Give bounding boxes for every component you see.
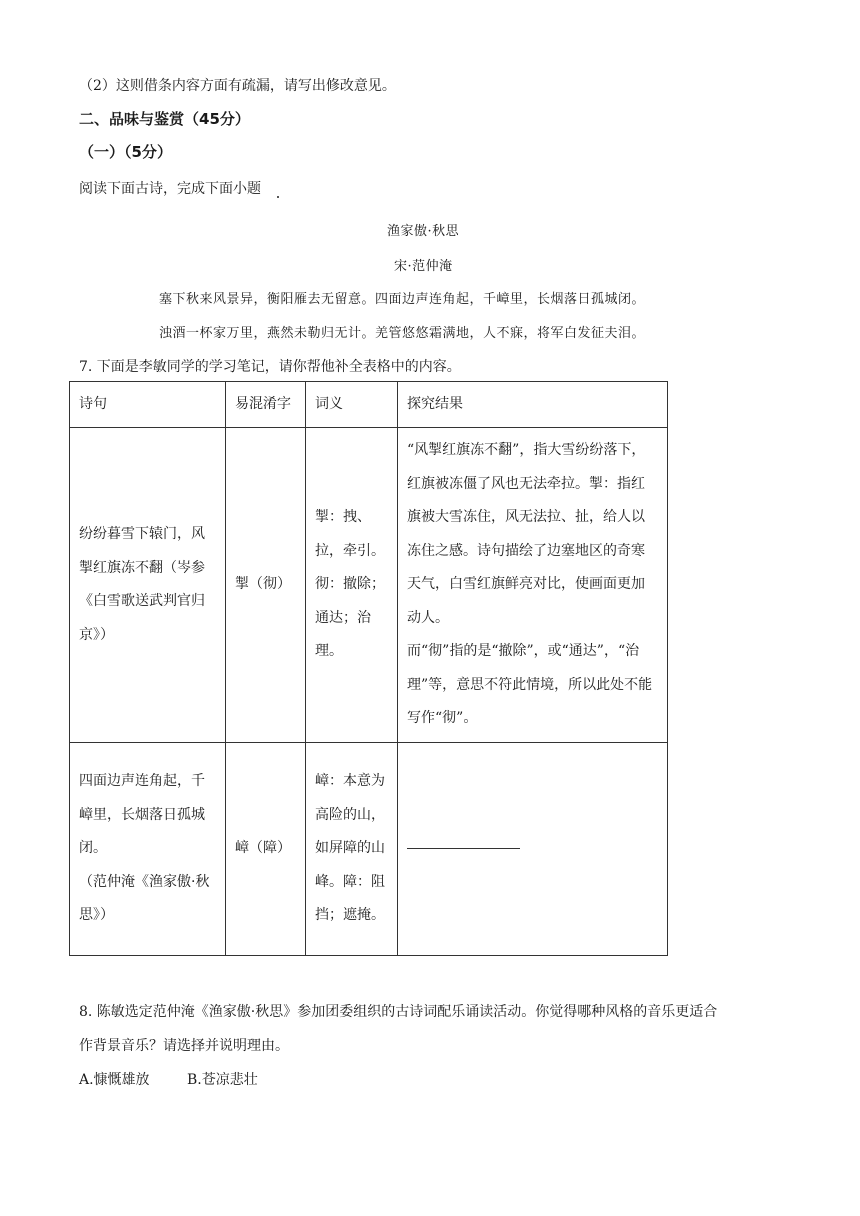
verse-text: 四面边声连角起，千嶂里，长烟落日孤城闭。 bbox=[79, 773, 205, 857]
table-row bbox=[70, 428, 668, 743]
cell-verse bbox=[70, 743, 226, 956]
header-meaning: 词义 bbox=[306, 382, 398, 428]
subsection-heading: （一）（5分） bbox=[79, 143, 172, 161]
header-result: 探究结果 bbox=[398, 382, 668, 428]
table-header-row bbox=[70, 382, 668, 428]
cell-chars: 掣（彻） bbox=[226, 428, 306, 743]
poem-title: 渔家傲·秋思 bbox=[387, 224, 460, 239]
table-row bbox=[70, 743, 668, 956]
reading-instruction: 阅读下面古诗，完成下面小题 bbox=[79, 181, 261, 197]
question-8-prompt-continued: 作背景音乐？请选择并说明理由。 bbox=[79, 1038, 289, 1054]
option-b: B.苍凉悲壮 bbox=[187, 1072, 258, 1088]
result-paragraph-2: 而“彻”指的是“撤除”，或“通达”，“治理”等，意思不符此情境，所以此处不能写作“彻”。 bbox=[407, 643, 653, 727]
header-verse: 诗句 bbox=[70, 382, 226, 428]
poem-author: 宋·范仲淹 bbox=[394, 259, 453, 274]
study-notes-table bbox=[69, 381, 668, 956]
poem-line-1: 塞下秋来风景异，衡阳雁去无留意。四面边声连角起，千嶂里，长烟落日孤城闭。 bbox=[159, 292, 646, 307]
answer-blank-line[interactable] bbox=[407, 847, 520, 849]
cell-verse: 纷纷暮雪下辕门，风掣红旗冻不翻（岑参《白雪歌送武判官归京》） bbox=[70, 428, 226, 743]
answer-blank-cell[interactable] bbox=[398, 743, 668, 956]
poem-line-2: 浊酒一杯家万里，燕然未勒归无计。羌管悠悠霜满地，人不寐，将军白发征夫泪。 bbox=[159, 326, 646, 341]
question-8-prompt: 8. 陈敏选定范仲淹《渔家傲·秋思》参加团委组织的古诗词配乐诵读活动。你觉得哪种风格的音乐更适合 bbox=[79, 1004, 718, 1020]
option-a: A.慷慨雄放 bbox=[79, 1072, 150, 1088]
cell-meaning: 嶂：本意为高险的山，如屏障的山峰。障：阻挡；遮掩。 bbox=[306, 743, 398, 956]
result-paragraph-1: “风掣红旗冻不翻”，指大雪纷纷落下，红旗被冻僵了风也无法牵拉。掣：指红旗被大雪冻住，风无法拉、扯，给人以冻住之感。诗句描绘了边塞地区的奇寒天气，白雪红旗鲜亮对比，使画面更加动人。 bbox=[407, 442, 646, 626]
cell-result bbox=[398, 428, 668, 743]
stray-mark bbox=[277, 196, 279, 198]
section-heading: 二、品味与鉴赏（45分） bbox=[79, 110, 250, 128]
cell-meaning: 掣：拽、拉，牵引。彻：撤除；通达；治理。 bbox=[306, 428, 398, 743]
cell-chars: 嶂（障） bbox=[226, 743, 306, 956]
header-confusable-chars: 易混淆字 bbox=[226, 382, 306, 428]
question-7-prompt: 7. 下面是李敏同学的学习笔记，请你帮他补全表格中的内容。 bbox=[79, 359, 461, 375]
verse-source: （范仲淹《渔家傲·秋思》） bbox=[79, 873, 210, 924]
question-2-text: （2）这则借条内容方面有疏漏，请写出修改意见。 bbox=[79, 78, 396, 94]
